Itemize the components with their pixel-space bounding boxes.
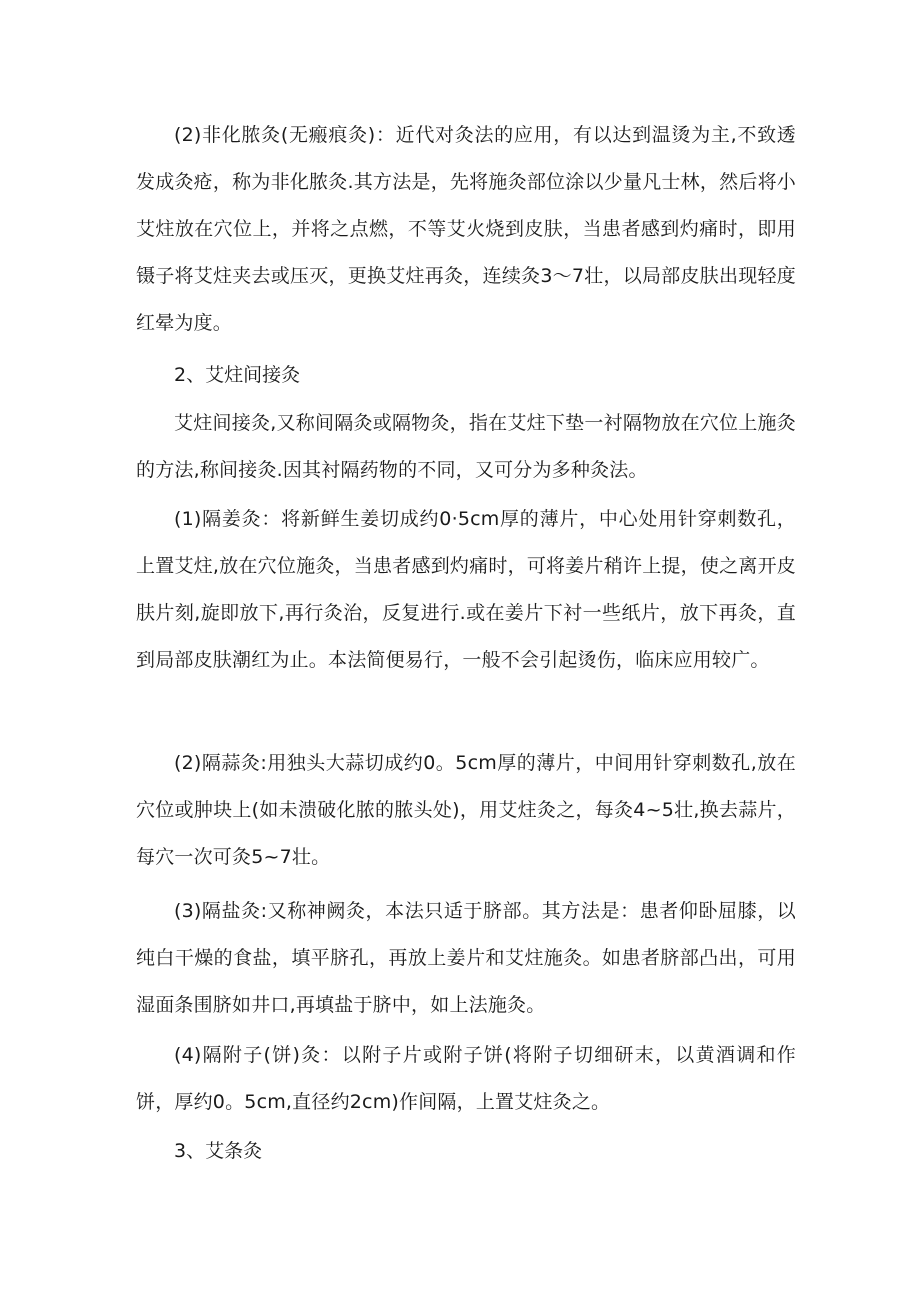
- section-heading-moxa-stick: 3、艾条灸: [174, 1140, 263, 1162]
- paragraph-ginger-moxibustion: (1)隔姜灸：将新鲜生姜切成约0·5cm厚的薄片，中心处用针穿刺数孔，上置艾炷,放在穴位施灸，当患者感到灼痛时，可将姜片稍许上提，使之离开皮肤片刻,旋即放下,再行灸治，反复进行.或在姜片下衬一些纸片，放下再灸，直到局部皮肤潮红为止。本法简便易行，一般不会引起烫伤，临床应用较广。: [136, 508, 796, 671]
- section-heading-indirect-moxibustion: 2、艾炷间接灸: [174, 364, 301, 386]
- paragraph-salt-moxibustion: (3)隔盐灸:又称神阙灸，本法只适于脐部。其方法是：患者仰卧屈膝，以纯白干燥的食盐，填平脐孔，再放上姜片和艾炷施灸。如患者脐部凸出，可用湿面条围脐如井口,再填盐于脐中，如上法施灸。: [136, 900, 796, 1016]
- paragraph-non-scarring-moxibustion: (2)非化脓灸(无瘢痕灸)：近代对灸法的应用，有以达到温烫为主,不致透发成灸疮，称为非化脓灸.其方法是，先将施灸部位涂以少量凡士林，然后将小艾炷放在穴位上，并将之点燃，不等艾火烧到皮肤，当患者感到灼痛时，即用镊子将艾炷夹去或压灭，更换艾炷再灸，连续灸3〜7壮，以局部皮肤出现轻度红晕为度。: [136, 124, 796, 334]
- paragraph-indirect-moxibustion-intro: 艾炷间接灸,又称间隔灸或隔物灸，指在艾炷下垫一衬隔物放在穴位上施灸的方法,称间接灸.因其衬隔药物的不同，又可分为多种灸法。: [136, 412, 796, 481]
- paragraph-aconite-moxibustion: (4)隔附子(饼)灸：以附子片或附子饼(将附子切细研末，以黄酒调和作饼，厚约0。5cm,直径约2cm)作间隔，上置艾炷灸之。: [136, 1044, 796, 1113]
- paragraph-garlic-moxibustion: (2)隔蒜灸:用独头大蒜切成约0。5cm厚的薄片，中间用针穿刺数孔,放在穴位或肿块上(如未溃破化脓的脓头处)，用艾炷灸之，每灸4~5壮,换去蒜片，每穴一次可灸5~7壮。: [136, 752, 796, 868]
